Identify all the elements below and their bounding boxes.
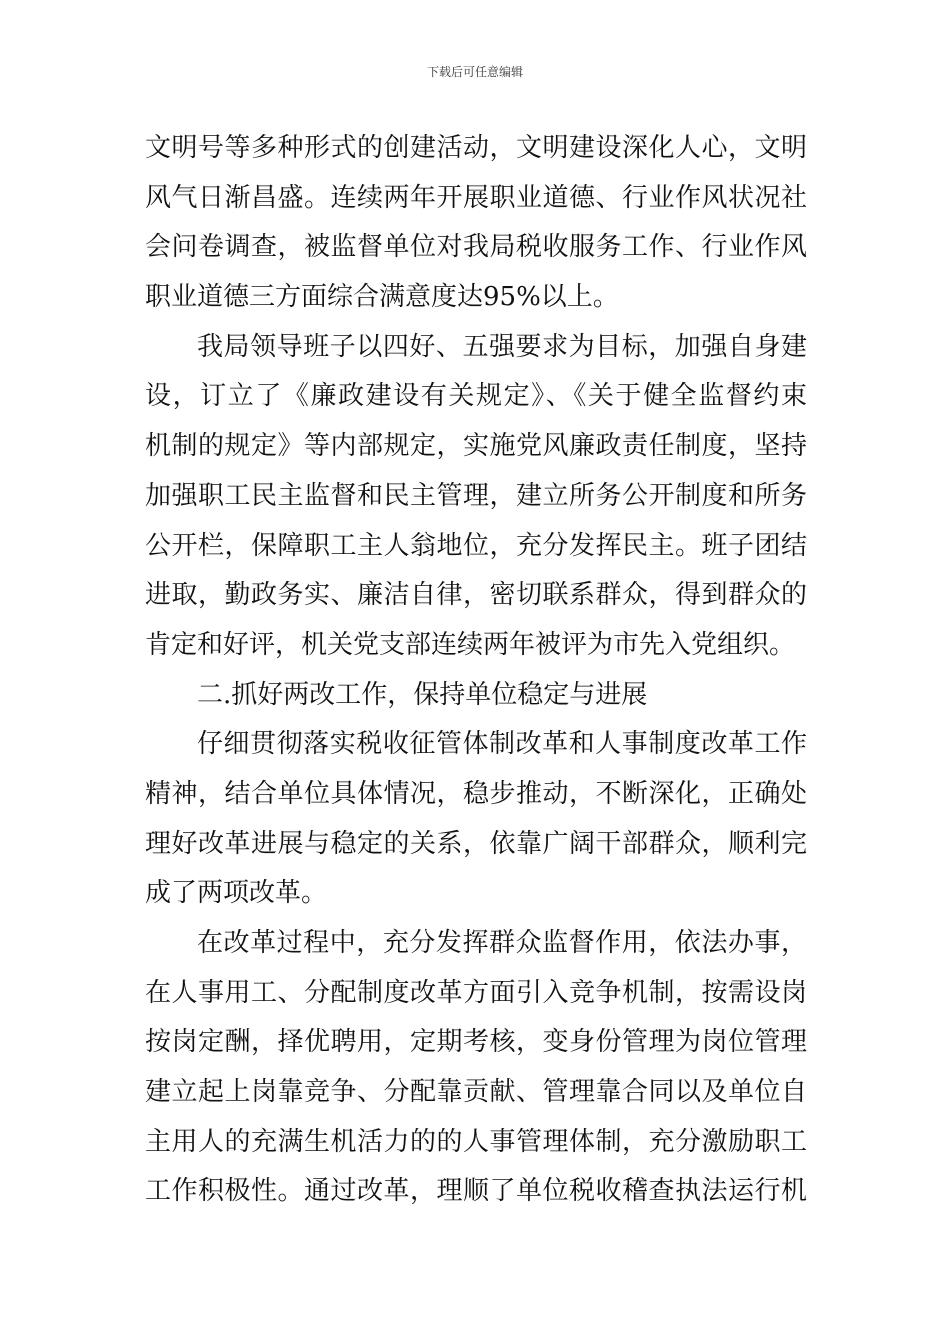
text-line: 机制的规定》等内部规定，实施党风廉政责任制度，坚持: [145, 431, 807, 462]
text-line: 职业道德三方面综合满意度达95%以上。: [145, 282, 619, 313]
heading-line: 二.抓好两改工作，保持单位稳定与进展: [197, 679, 648, 710]
text-line: 进取，勤政务实、廉洁自律，密切联系群众，得到群众的: [145, 580, 807, 611]
text-line: 文明号等多种形式的创建活动，文明建设深化人心，文明: [145, 133, 807, 163]
text-line: 设，订立了《廉政建设有关规定》、《关于健全监督约束: [145, 381, 807, 412]
text-line: 工作积极性。通过改革，理顺了单位税收稽查执法运行机: [145, 1176, 807, 1207]
text-line: 精神，结合单位具体情况，稳步推动，不断深化，正确处: [145, 778, 807, 809]
text-line: 主用人的充满生机活力的的人事管理体制，充分激励职工: [145, 1126, 807, 1157]
text-line: 加强职工民主监督和民主管理，建立所务公开制度和所务: [145, 480, 807, 511]
paragraph-2: [145, 323, 807, 671]
text-line: 风气日渐昌盛。连续两年开展职业道德、行业作风状况社: [145, 182, 807, 213]
page-header-note: 下载后可任意编辑: [426, 65, 523, 79]
text-line: 仔细贯彻落实税收征管体制改革和人事制度改革工作: [197, 729, 807, 760]
paragraph-3: [145, 720, 807, 919]
text-line: 会问卷调查，被监督单位对我局税收服务工作、行业作风: [145, 232, 807, 263]
text-line: 在人事用工、分配制度改革方面引入竞争机制，按需设岗: [145, 977, 807, 1008]
document-body: [145, 124, 807, 1217]
text-line: 建立起上岗靠竞争、分配靠贡献、管理靠合同以及单位自: [145, 1077, 807, 1108]
paragraph-4: [145, 919, 807, 1217]
text-line: 我局领导班子以四好、五强要求为目标，加强自身建: [197, 331, 807, 362]
paragraph-1: [145, 124, 807, 323]
text-line: 成了两项改革。: [145, 878, 328, 909]
section-heading: [145, 671, 807, 721]
text-line: 理好改革进展与稳定的关系，依靠广阔干部群众，顺利完: [145, 828, 807, 859]
text-line: 按岗定酬，择优聘用，定期考核，变身份管理为岗位管理: [145, 1027, 807, 1058]
text-line: 肯定和好评，机关党支部连续两年被评为市先入党组织。: [145, 629, 796, 660]
text-line: 公开栏，保障职工主人翁地位，充分发挥民主。班子团结: [145, 530, 807, 561]
text-line: 在改革过程中，充分发挥群众监督作用，依法办事，: [197, 928, 807, 958]
